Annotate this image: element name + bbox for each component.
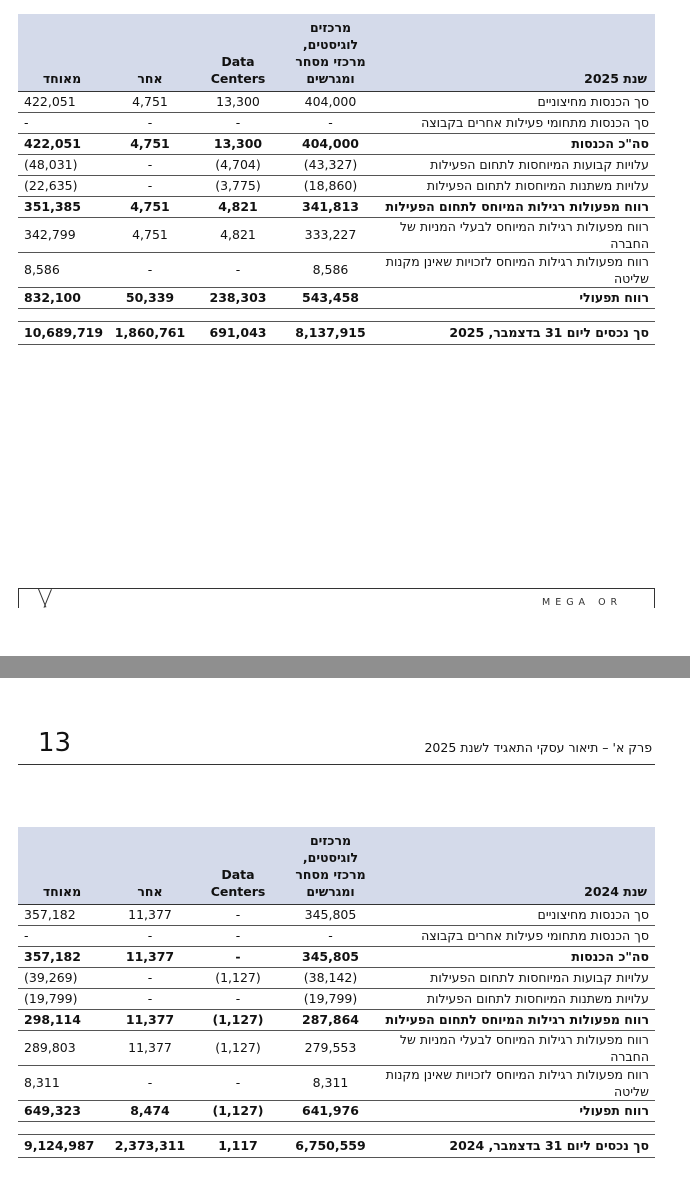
table-row: [18, 287, 655, 308]
cell-consolidated: 649,323: [18, 1100, 106, 1121]
row-label: רווח תפעולי: [379, 287, 655, 308]
cell-consolidated: (22,635): [18, 175, 106, 196]
cell-other: 11,377: [106, 904, 194, 925]
table-row: [18, 967, 655, 988]
table-row: [18, 154, 655, 175]
table-row: [18, 1100, 655, 1121]
footer-frame-left: [18, 588, 19, 608]
table-row: [18, 988, 655, 1009]
cell-logistics: (18,860): [282, 175, 379, 196]
row-label: סה"כ הכנסות: [379, 946, 655, 967]
row-label: עלויות קבועות המיוחסות לתחום הפעילות: [379, 967, 655, 988]
cell-datacenters: 4,821: [194, 196, 282, 217]
cell-consolidated: -: [18, 925, 106, 946]
cell-other: 50,339: [106, 287, 194, 308]
row-label: רווח מפעולות רגילות המיוחס לזכויות שאינן מקנות שליטה: [379, 252, 655, 287]
cell-consolidated: 342,799: [18, 217, 106, 252]
col-header-logistics: מרכזים לוגיסטים, מרכזי מסחר ומגרשים: [282, 827, 379, 904]
year-label: שנת 2025: [379, 14, 655, 91]
spacer-row: [18, 1121, 655, 1134]
cell-logistics: (19,799): [282, 988, 379, 1009]
row-label: רווח תפעולי: [379, 1100, 655, 1121]
cell-consolidated: 8,311: [18, 1065, 106, 1100]
cell-datacenters: -: [194, 252, 282, 287]
cell-logistics: 8,137,915: [282, 321, 379, 344]
cell-datacenters: (1,127): [194, 1030, 282, 1065]
cell-datacenters: (3,775): [194, 175, 282, 196]
cell-logistics: 404,000: [282, 91, 379, 112]
cell-other: 1,860,761: [106, 321, 194, 344]
row-label: סך הכנסות מתחומי פעילות אחרים בקבוצה: [379, 925, 655, 946]
row-label: סך נכסים ליום 31 בדצמבר, 2025: [379, 321, 655, 344]
row-label: רווח מפעולות רגילות המיוחס לתחום הפעילות: [379, 196, 655, 217]
cell-other: 4,751: [106, 91, 194, 112]
cell-datacenters: 13,300: [194, 91, 282, 112]
cell-other: 11,377: [106, 1009, 194, 1030]
cell-other: 11,377: [106, 946, 194, 967]
table-header-row: [18, 14, 655, 91]
cell-datacenters: -: [194, 946, 282, 967]
footer-frame-right: [654, 588, 655, 608]
table-row: [18, 904, 655, 925]
segment-table-2025: [18, 14, 655, 345]
cell-other: -: [106, 112, 194, 133]
cell-other: 4,751: [106, 133, 194, 154]
cell-logistics: (38,142): [282, 967, 379, 988]
cell-other: 4,751: [106, 196, 194, 217]
cell-logistics: 6,750,559: [282, 1134, 379, 1157]
table-row: [18, 91, 655, 112]
cell-logistics: 333,227: [282, 217, 379, 252]
cell-logistics: -: [282, 112, 379, 133]
cell-datacenters: 691,043: [194, 321, 282, 344]
cell-logistics: 8,586: [282, 252, 379, 287]
footer-frame-line: [18, 588, 655, 589]
cell-datacenters: 4,821: [194, 217, 282, 252]
row-label: סך הכנסות מתחומי פעילות אחרים בקבוצה: [379, 112, 655, 133]
cell-datacenters: -: [194, 904, 282, 925]
page-gap: [0, 656, 690, 678]
cell-other: -: [106, 252, 194, 287]
cell-datacenters: 13,300: [194, 133, 282, 154]
assets-row: [18, 321, 655, 344]
table-row: [18, 175, 655, 196]
table-header-row: [18, 827, 655, 904]
table-row: [18, 217, 655, 252]
cell-consolidated: (39,269): [18, 967, 106, 988]
cell-logistics: 8,311: [282, 1065, 379, 1100]
table-row: [18, 133, 655, 154]
cell-datacenters: -: [194, 112, 282, 133]
table-row: [18, 1009, 655, 1030]
cell-datacenters: -: [194, 925, 282, 946]
cell-consolidated: 9,124,987: [18, 1134, 106, 1157]
cell-other: -: [106, 175, 194, 196]
cell-logistics: (43,327): [282, 154, 379, 175]
cell-logistics: 287,864: [282, 1009, 379, 1030]
row-label: סה"כ הכנסות: [379, 133, 655, 154]
cell-consolidated: 351,385: [18, 196, 106, 217]
cell-datacenters: -: [194, 988, 282, 1009]
cell-consolidated: (48,031): [18, 154, 106, 175]
chapter-title: פרק א' – תיאור עסקי התאגיד לשנת 2025: [424, 740, 652, 755]
cell-other: -: [106, 925, 194, 946]
row-label: רווח מפעולות רגילות המיוחס לזכויות שאינן מקנות שליטה: [379, 1065, 655, 1100]
cell-other: 2,373,311: [106, 1134, 194, 1157]
cell-consolidated: 298,114: [18, 1009, 106, 1030]
table-row: [18, 252, 655, 287]
year-label: שנת 2024: [379, 827, 655, 904]
row-label: סך נכסים ליום 31 בדצמבר, 2024: [379, 1134, 655, 1157]
table-row: [18, 1065, 655, 1100]
cell-logistics: 341,813: [282, 196, 379, 217]
row-label: עלויות משתנות המיוחסות לתחום הפעילות: [379, 175, 655, 196]
cell-datacenters: (1,127): [194, 1009, 282, 1030]
col-header-consolidated: מאוחד: [18, 827, 106, 904]
table-row: [18, 925, 655, 946]
col-header-datacenters: Data Centers: [194, 827, 282, 904]
cell-logistics: 345,805: [282, 904, 379, 925]
row-label: סך הכנסות מחיצוניים: [379, 904, 655, 925]
header-divider: [18, 764, 655, 765]
cell-logistics: 279,553: [282, 1030, 379, 1065]
cell-logistics: -: [282, 925, 379, 946]
cell-consolidated: 422,051: [18, 133, 106, 154]
cell-consolidated: 357,182: [18, 904, 106, 925]
col-header-logistics: מרכזים לוגיסטים, מרכזי מסחר ומגרשים: [282, 14, 379, 91]
table-row: [18, 946, 655, 967]
cell-other: 8,474: [106, 1100, 194, 1121]
cell-consolidated: 832,100: [18, 287, 106, 308]
cell-logistics: 641,976: [282, 1100, 379, 1121]
cell-consolidated: 8,586: [18, 252, 106, 287]
cell-datacenters: -: [194, 1065, 282, 1100]
row-label: רווח מפעולות רגילות המיוחס לבעלי המניות של החברה: [379, 1030, 655, 1065]
cell-datacenters: 238,303: [194, 287, 282, 308]
table-row: [18, 112, 655, 133]
assets-row: [18, 1134, 655, 1157]
row-label: סך הכנסות מחיצוניים: [379, 91, 655, 112]
row-label: עלויות קבועות המיוחסות לתחום הפעילות: [379, 154, 655, 175]
col-header-datacenters: Data Centers: [194, 14, 282, 91]
cell-consolidated: 10,689,719: [18, 321, 106, 344]
cell-other: 11,377: [106, 1030, 194, 1065]
cell-other: -: [106, 1065, 194, 1100]
row-label: רווח מפעולות רגילות המיוחס לתחום הפעילות: [379, 1009, 655, 1030]
cell-consolidated: 422,051: [18, 91, 106, 112]
cell-consolidated: 289,803: [18, 1030, 106, 1065]
segment-table-2024: [18, 827, 655, 1158]
col-header-other: אחר: [106, 14, 194, 91]
cell-datacenters: (1,127): [194, 1100, 282, 1121]
cell-consolidated: (19,799): [18, 988, 106, 1009]
cell-other: -: [106, 154, 194, 175]
page-number: 13: [38, 728, 72, 758]
cell-other: -: [106, 967, 194, 988]
col-header-other: אחר: [106, 827, 194, 904]
row-label: עלויות משתנות המיוחסות לתחום הפעילות: [379, 988, 655, 1009]
cell-other: 4,751: [106, 217, 194, 252]
cell-other: -: [106, 988, 194, 1009]
table-row: [18, 1030, 655, 1065]
table-row: [18, 196, 655, 217]
cell-datacenters: 1,117: [194, 1134, 282, 1157]
cell-consolidated: -: [18, 112, 106, 133]
company-logo: MEGA OR: [542, 597, 623, 608]
cell-datacenters: (1,127): [194, 967, 282, 988]
cell-datacenters: (4,704): [194, 154, 282, 175]
cell-logistics: 543,458: [282, 287, 379, 308]
row-label: רווח מפעולות רגילות המיוחס לבעלי המניות של החברה: [379, 217, 655, 252]
spacer-row: [18, 308, 655, 321]
col-header-consolidated: מאוחד: [18, 14, 106, 91]
cell-logistics: 345,805: [282, 946, 379, 967]
cell-consolidated: 357,182: [18, 946, 106, 967]
cell-logistics: 404,000: [282, 133, 379, 154]
